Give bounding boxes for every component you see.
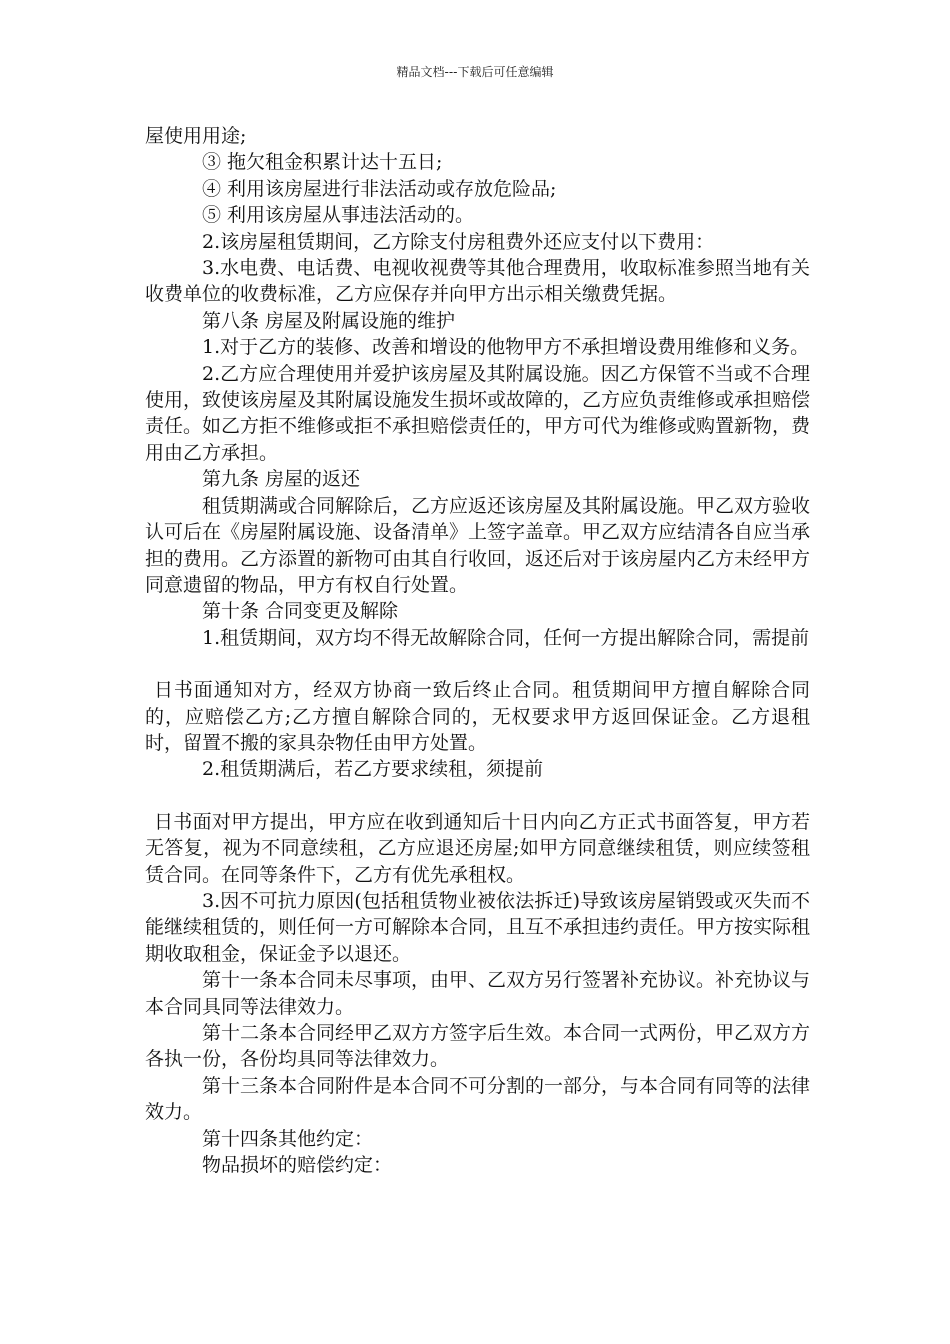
list-item-4: ④ 利用该房屋进行非法活动或存放危险品; bbox=[202, 177, 557, 200]
article-12: 第十二条本合同经甲乙双方方签字后生效。本合同一式两份，甲乙双方方各执一份，各份均具同等法律效力。 bbox=[145, 1022, 811, 1071]
article-10-item-2: 2.租赁期满后，若乙方要求续租，须提前 bbox=[202, 758, 544, 781]
article-14-heading: 第十四条其他约定： bbox=[202, 1127, 374, 1150]
article-10-item-3: 3.因不可抗力原因(包括租赁物业被依法拆迁)导致该房屋销毁或灭失而不能继续租赁的，则任何一方可解除本合同，且互不承担违约责任。甲方按实际租期收取租金，保证金予以退还。 bbox=[145, 889, 811, 965]
list-item-5: ⑤ 利用该房屋从事违法活动的。 bbox=[202, 204, 475, 227]
article-10-heading: 第十条 合同变更及解除 bbox=[202, 600, 399, 623]
article-10-item-2-continued: 日书面对甲方提出，甲方应在收到通知后十日内向乙方正式书面答复，甲方若无答复，视为不同意续租，乙方应退还房屋;如甲方同意继续租赁，则应续签租赁合同。在同等条件下，乙方有优先承租权。 bbox=[145, 810, 810, 886]
list-item-3: ③ 拖欠租金积累计达十五日; bbox=[202, 151, 443, 174]
article-8-item-1: 1.对于乙方的装修、改善和增设的他物甲方不承担增设费用维修和义务。 bbox=[202, 336, 810, 359]
document-body bbox=[145, 123, 810, 1178]
blank-line bbox=[145, 783, 810, 809]
clause-item-2-fees: 2.该房屋租赁期间，乙方除支付房租费外还应支付以下费用： bbox=[202, 230, 715, 253]
article-9-body: 租赁期满或合同解除后，乙方应返还该房屋及其附属设施。甲乙双方验收认可后在《房屋附属设施、设备清单》上签字盖章。甲乙双方应结清各自应当承担的费用。乙方添置的新物可由其自行收回，返还后对于该房屋内乙方未经甲方同意遗留的物品，甲方有权自行处置。 bbox=[145, 494, 811, 596]
article-13: 第十三条本合同附件是本合同不可分割的一部分，与本合同有同等的法律效力。 bbox=[145, 1074, 811, 1124]
blank-line bbox=[145, 651, 810, 677]
article-9-heading: 第九条 房屋的返还 bbox=[202, 468, 361, 491]
paragraph-continuation: 屋使用用途; bbox=[145, 125, 247, 147]
damage-compensation-heading: 物品损坏的赔偿约定： bbox=[202, 1154, 393, 1177]
article-10-item-1: 1.租赁期间，双方均不得无故解除合同，任何一方提出解除合同，需提前 bbox=[202, 626, 810, 649]
clause-item-3-utilities: 3.水电费、电话费、电视收视费等其他合理费用，收取标准参照当地有关收费单位的收费标准，乙方应保存并向甲方出示相关缴费凭据。 bbox=[145, 257, 810, 306]
article-10-item-1-continued: 日书面通知对方，经双方协商一致后终止合同。租赁期间甲方擅自解除合同的，应赔偿乙方;乙方擅自解除合同的，无权要求甲方返回保证金。乙方退租时，留置不搬的家具杂物任由甲方处置。 bbox=[145, 679, 810, 754]
article-8-item-2: 2.乙方应合理使用并爱护该房屋及其附属设施。因乙方保管不当或不合理使用，致使该房屋及其附属设施发生损坏或故障的，乙方应负责维修或承担赔偿责任。如乙方拒不维修或拒不承担赔偿责任的，甲方可代为维修或购置新物，费用由乙方承担。 bbox=[145, 362, 811, 464]
article-8-heading: 第八条 房屋及附属设施的维护 bbox=[202, 309, 456, 332]
page-header: 精品文档---下载后可任意编辑 bbox=[396, 65, 554, 79]
article-11: 第十一条本合同未尽事项，由甲、乙双方另行签署补充协议。补充协议与本合同具同等法律效力。 bbox=[145, 969, 811, 1018]
